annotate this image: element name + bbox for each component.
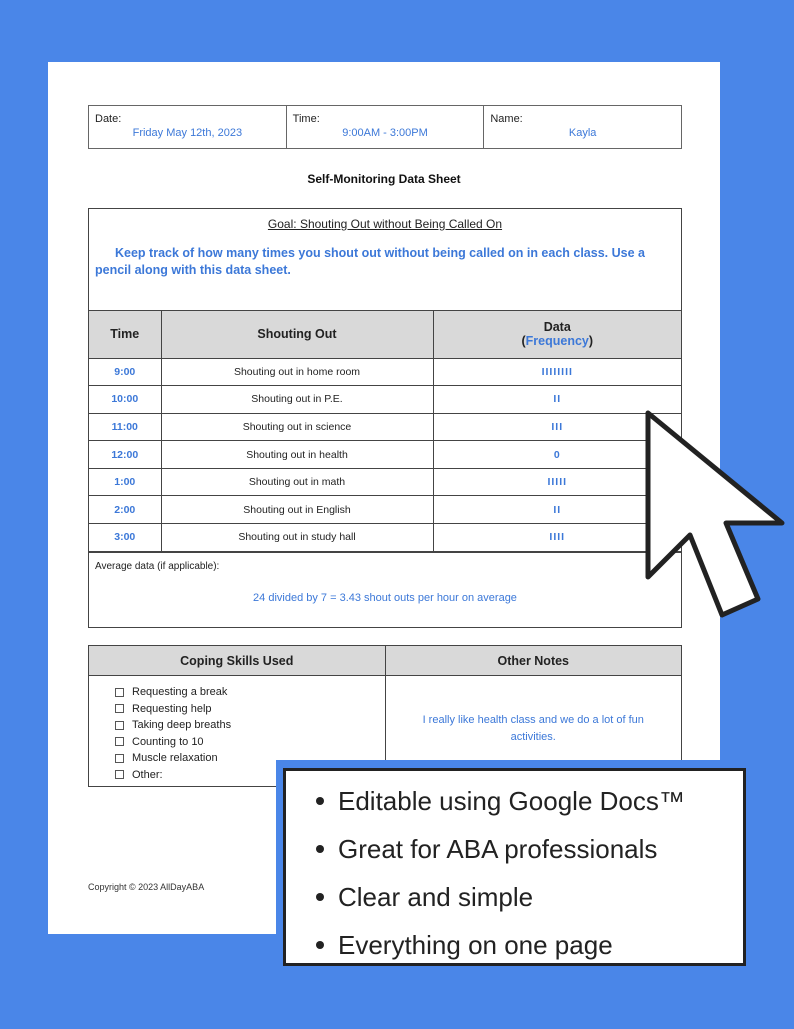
time-cell[interactable] [287, 106, 485, 148]
bullet-dot-icon [316, 893, 324, 901]
average-section[interactable] [89, 552, 681, 627]
feature-label: Great for ABA professionals [338, 834, 658, 864]
table-row [89, 441, 681, 469]
checkbox-icon[interactable] [115, 754, 124, 763]
table-row [89, 468, 681, 496]
row-frequency[interactable]: IIIIIIII [433, 358, 681, 386]
bullet-dot-icon [316, 941, 324, 949]
coping-item-label: Muscle relaxation [132, 752, 218, 765]
table-row [89, 524, 681, 552]
data-header-label: Data [543, 320, 571, 335]
row-time[interactable]: 10:00 [89, 386, 161, 414]
row-frequency[interactable]: 0 [433, 441, 681, 469]
name-label: Name: [490, 113, 523, 125]
feature-label: Everything on one page [338, 930, 613, 960]
frequency-table [89, 311, 681, 552]
table-row [89, 496, 681, 524]
copyright-text: Copyright © 2023 AllDayABA [88, 882, 205, 892]
coping-item-label: Requesting a break [132, 686, 228, 699]
feature-item [316, 873, 743, 921]
date-label: Date: [95, 113, 122, 125]
row-time[interactable]: 12:00 [89, 441, 161, 469]
row-time[interactable]: 3:00 [89, 524, 161, 552]
feature-item [316, 921, 743, 969]
average-label: Average data (if applicable): [95, 560, 220, 572]
header-info-table [88, 105, 682, 149]
row-frequency[interactable]: IIII [433, 524, 681, 552]
goal-text: Keep track of how many times you shout out without being called on in each class. Use a pencil along with this data sheet. [95, 246, 645, 277]
cursor-arrow-icon [640, 405, 790, 625]
row-behavior[interactable]: Shouting out in study hall [161, 524, 433, 552]
date-cell[interactable] [89, 106, 287, 148]
checkbox-icon[interactable] [115, 737, 124, 746]
row-time[interactable]: 11:00 [89, 413, 161, 441]
data-header-sub [434, 334, 682, 348]
feature-label: Editable using Google Docs™ [338, 786, 685, 816]
row-behavior[interactable]: Shouting out in English [161, 496, 433, 524]
table-header-row [89, 311, 681, 358]
coping-header: Coping Skills Used [89, 646, 385, 676]
coping-item-label: Requesting help [132, 702, 212, 715]
checkbox-icon[interactable] [115, 704, 124, 713]
coping-item[interactable] [115, 701, 385, 718]
checkbox-icon[interactable] [115, 721, 124, 730]
average-value: 24 divided by 7 = 3.43 shout outs per hour on average [253, 591, 517, 604]
date-value: Friday May 12th, 2023 [132, 127, 243, 139]
checkbox-icon[interactable] [115, 770, 124, 779]
time-header: Time [89, 311, 161, 358]
frequency-label: Frequency [525, 334, 589, 349]
row-time[interactable]: 1:00 [89, 468, 161, 496]
row-behavior[interactable]: Shouting out in science [161, 413, 433, 441]
coping-item-label: Other: [132, 768, 163, 781]
time-label: Time: [292, 113, 320, 125]
notes-text[interactable]: I really like health class and we do a lot of fun activities. [422, 714, 644, 743]
coping-item[interactable] [115, 734, 385, 751]
bullet-dot-icon [316, 845, 324, 853]
main-table [88, 208, 682, 628]
table-row [89, 358, 681, 386]
coping-item-label: Taking deep breaths [132, 719, 232, 732]
features-list [316, 777, 743, 969]
goal-section [89, 209, 681, 311]
row-behavior[interactable]: Shouting out in health [161, 441, 433, 469]
row-behavior[interactable]: Shouting out in P.E. [161, 386, 433, 414]
row-frequency[interactable]: III [433, 413, 681, 441]
goal-title: Goal: Shouting Out without Being Called On [267, 217, 503, 231]
row-frequency[interactable]: II [433, 386, 681, 414]
features-callout [276, 760, 746, 966]
bullet-dot-icon [316, 797, 324, 805]
paren-open: ( [521, 334, 526, 349]
checkbox-icon[interactable] [115, 688, 124, 697]
row-time[interactable]: 2:00 [89, 496, 161, 524]
notes-header: Other Notes [386, 646, 682, 676]
row-frequency[interactable]: II [433, 496, 681, 524]
row-time[interactable]: 9:00 [89, 358, 161, 386]
row-behavior[interactable]: Shouting out in math [161, 468, 433, 496]
coping-item[interactable] [115, 684, 385, 701]
page-title: Self-Monitoring Data Sheet [307, 172, 461, 186]
feature-item [316, 777, 743, 825]
time-value: 9:00AM - 3:00PM [342, 127, 428, 139]
features-box [283, 768, 746, 966]
name-cell[interactable] [484, 106, 681, 148]
table-row [89, 386, 681, 414]
paren-close: ) [588, 334, 594, 349]
row-frequency[interactable]: IIIII [433, 468, 681, 496]
name-value: Kayla [568, 127, 597, 139]
coping-item[interactable] [115, 717, 385, 734]
table-row [89, 413, 681, 441]
feature-item [316, 825, 743, 873]
data-header [433, 311, 681, 358]
feature-label: Clear and simple [338, 882, 534, 912]
behavior-header: Shouting Out [161, 311, 433, 358]
row-behavior[interactable]: Shouting out in home room [161, 358, 433, 386]
coping-item-label: Counting to 10 [132, 735, 204, 748]
